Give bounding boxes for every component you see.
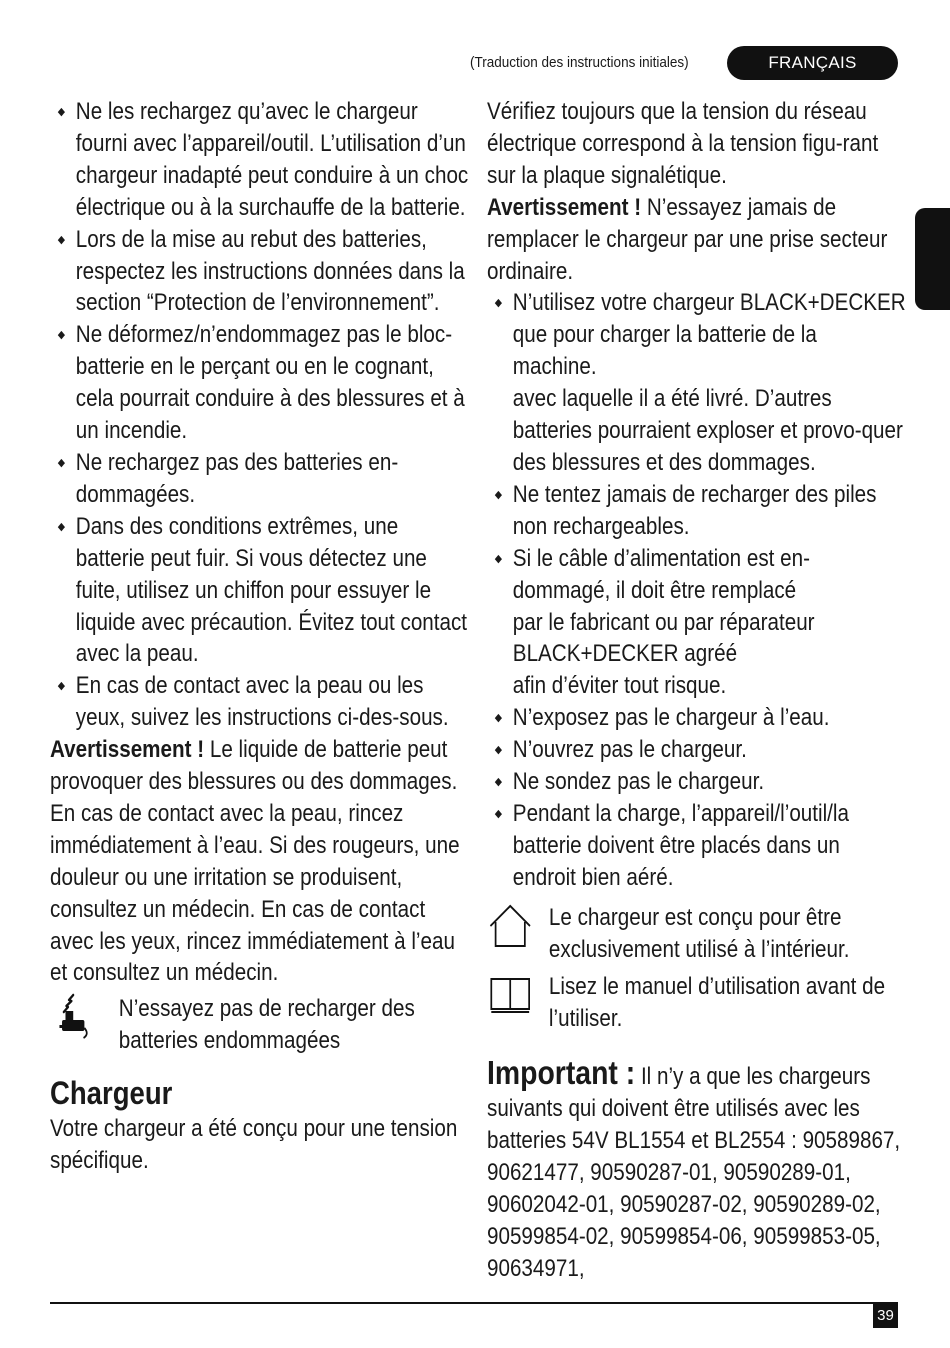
charger-safety-list [487,287,906,893]
battery-safety-list [50,96,469,734]
charger-warning-paragraph [487,192,906,288]
indoor-use-text: Le chargeur est conçu pour être exclusivement utilisé à l’intérieur. [548,903,850,963]
list-item: ◆ Si le câble d’alimentation est en-dommagé, il doit être remplacé par le fabricant ou par réparateur BLACK+DECKER agréé afin d’éviter tout risque. [487,543,906,703]
important-paragraph [487,1054,906,1284]
warning-label: Avertissement ! [487,193,642,221]
right-column [487,96,906,1285]
list-item: ◆ Ne tentez jamais de recharger des piles non rechargeables. [487,479,906,543]
list-item: ◆ Lors de la mise au rebut des batteries, respectez les instructions données dans la section “Protection de l’environnement”. [50,224,469,320]
list-item: ◆ Pendant la charge, l’appareil/l’outil/la batterie doivent être placés dans un endroit bien aéré. [487,798,906,894]
list-item: ◆ Ne déformez/n’endommagez pas le bloc-batterie en le perçant ou en le cognant, cela pourrait conduire à des blessures et à un incendie. [50,319,469,447]
damaged-battery-note [50,993,469,1057]
damaged-battery-charging-icon [50,993,119,1050]
list-item: ◆ N’ouvrez pas le chargeur. [487,734,906,766]
section-heading-chargeur: Chargeur [50,1075,173,1112]
battery-warning-paragraph [50,734,469,989]
list-item: ◆ Ne sondez pas le chargeur. [487,766,906,798]
chargeur-intro: Votre chargeur a été conçu pour une tension spécifique. [50,1115,458,1175]
language-badge: FRANÇAIS [727,46,898,80]
left-column [50,96,469,1177]
important-label: Important : [487,1054,636,1092]
damaged-battery-text: N’essayez pas de recharger des batteries endommagées [118,995,415,1055]
list-item: ◆ Dans des conditions extrêmes, une batterie peut fuir. Si vous détectez une fuite, utilisez un chiffon pour essuyer le liquide avec précaution. Évitez tout contact avec la peau. [50,511,469,671]
header-caption: (Traduction des instructions initiales) [470,54,689,71]
important-text: Il n’y a que les chargeurs suivants qui doivent être utilisés avec les batteries 54V BL1554 et BL2554 : 90589867, 90621477, 90590287-01, 90590289-01, 90602042-01, 90590287-02, 90590289-02, 90599854-02, 90599854-06, 90599853-05, 90634971, [487,1063,901,1282]
list-item: ◆ N’exposez pas le chargeur à l’eau. [487,702,906,734]
warning-text: N’essayez jamais de remplacer le chargeur par une prise secteur ordinaire. [487,193,888,285]
list-item: ◆ Ne rechargez pas des batteries en-dommagées. [50,447,469,511]
list-item: ◆ En cas de contact avec la peau ou les yeux, suivez les instructions ci-des-sous. [50,670,469,734]
section-tab-marker [915,208,950,310]
read-manual-note [487,971,906,1035]
house-icon [487,902,549,959]
open-book-icon [487,971,549,1028]
read-manual-text: Lisez le manuel d’utilisation avant de l’utiliser. [548,973,886,1033]
warning-label: Avertissement ! [50,736,205,764]
list-item: ◆ N’utilisez votre chargeur BLACK+DECKER que pour charger la batterie de la machine. avec laquelle il a été livré. D’autres batteries pourraient exploser et provo-quer des blessures et des dommages. [487,287,906,478]
footer-rule [50,1302,898,1304]
voltage-check-paragraph: Vérifiez toujours que la tension du réseau électrique correspond à la tension figu-rant sur la plaque signalétique. [487,98,879,189]
page-number: 39 [873,1304,898,1328]
list-item: ◆ Ne les rechargez qu’avec le chargeur fourni avec l’appareil/outil. L’utilisation d’un chargeur inadapté peut conduire à un choc électrique ou à la surchauffe de la batterie. [50,96,469,224]
warning-text: Le liquide de batterie peut provoquer des blessures ou des dommages. En cas de contact avec la peau, rincez immédiatement à l’eau. Si des rougeurs, une douleur ou une irritation se produisent, consultez un médecin. En cas de contact avec les yeux, rincez immédiatement à l’eau et consultez un médecin. [50,736,460,987]
indoor-use-note [487,902,906,966]
